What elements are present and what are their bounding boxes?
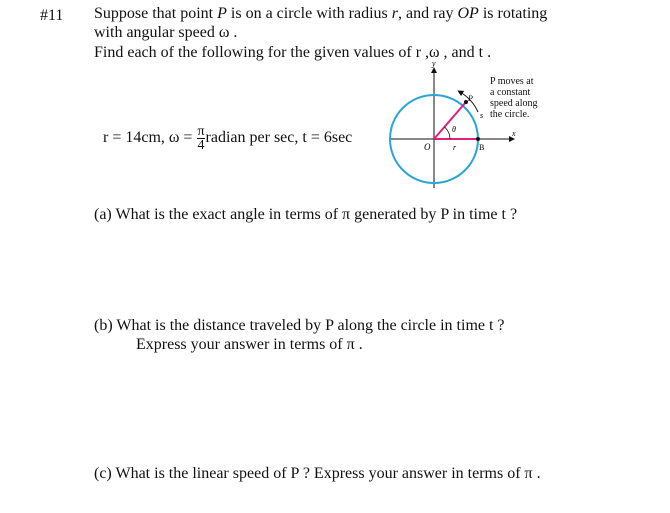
label-o: O	[424, 142, 431, 152]
radius-r-label: r	[391, 5, 398, 22]
omega-fraction	[197, 125, 204, 152]
theta-arc	[445, 127, 451, 139]
point-p-label: P	[217, 5, 227, 22]
label-b: B	[479, 143, 485, 152]
label-x: x	[512, 129, 516, 138]
problem-line-1-d: is rotating	[478, 5, 548, 22]
fraction-numerator: π	[197, 124, 205, 139]
point-b	[476, 137, 480, 141]
problem-line-1-c: , and ray	[397, 5, 458, 22]
label-s: s	[480, 111, 484, 120]
problem-line-1-b: is on a circle with radius	[226, 5, 392, 22]
question-b: (b) What is the distance traveled by P along the circle in time t ?	[94, 317, 505, 334]
given-suffix: radian per sec, t = 6sec	[205, 129, 353, 147]
question-b-line-2: Express your answer in terms of π .	[136, 336, 363, 353]
question-c: (c) What is the linear speed of P ? Express your answer in terms of π .	[94, 465, 541, 482]
label-r: r	[453, 143, 457, 152]
label-p: P	[468, 94, 473, 103]
note-line-3: speed along	[490, 98, 538, 109]
ray-op-label: OP	[457, 5, 479, 22]
ray-op	[434, 102, 466, 139]
note-line-2: a constant	[490, 87, 531, 98]
given-prefix: r = 14cm, ω =	[103, 129, 197, 147]
problem-line-1-a: Suppose that point	[94, 5, 218, 22]
note-line-4: the circle.	[490, 109, 530, 120]
given-values	[103, 125, 352, 152]
problem-line-1	[94, 5, 547, 23]
note-line-1: P moves at	[490, 76, 534, 87]
label-y: y	[432, 59, 436, 68]
problem-line-2: with angular speed ω .	[94, 24, 238, 41]
motion-note	[490, 76, 560, 120]
fraction-denominator: 4	[197, 138, 205, 153]
problem-number: #11	[40, 7, 64, 24]
question-a: (a) What is the exact angle in terms of π generated by P in time t ?	[94, 206, 518, 223]
problem-line-3: Find each of the following for the given values of r ,ω , and t .	[94, 44, 492, 61]
label-theta: θ	[452, 125, 456, 134]
